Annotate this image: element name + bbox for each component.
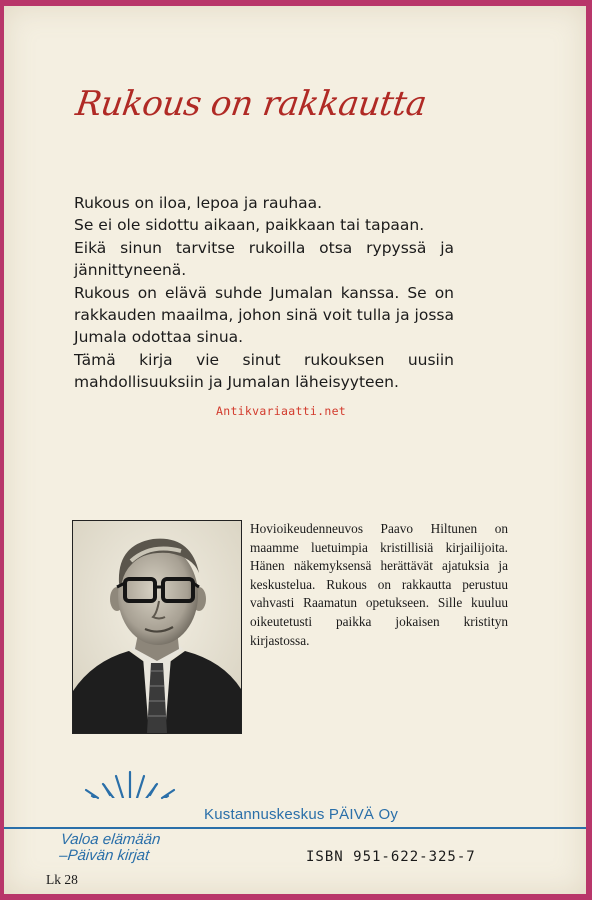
library-class: Lk 28 <box>46 872 78 887</box>
author-bio <box>250 520 508 650</box>
sun-logo-icon <box>70 768 190 824</box>
publisher-name: Kustannuskeskus PÄIVÄ Oy <box>204 806 399 823</box>
blurb-line: Rukous on elävä suhde Jumalan kanssa. Se on rakkauden maailma, johon sinä voit tulla ja jossa Jumala odottaa sinua. <box>74 283 454 347</box>
tagline-line: Valoa elämään <box>60 831 162 848</box>
book-back-cover <box>4 6 586 894</box>
isbn: ISBN 951-622-325-7 <box>306 849 476 865</box>
author-bio-text: Hovioikeudenneuvos Paavo Hiltunen on maamme luetuimpia kristillisiä kirjailijoita. Hänen näkemyksensä herättävät ajatuksia ja keskustelua. Rukous on rakkautta perustuu vahvasti Raamatun opetukseen. Sille kuuluu oikeutetusti paikka jokaisen kristityn kirjastossa. <box>250 521 508 648</box>
blurb-line: Se ei ole sidottu aikaan, paikkaan tai tapaan. <box>74 216 425 235</box>
blurb-text <box>74 192 454 394</box>
tagline-line: –Päivän kirjat <box>58 847 151 864</box>
divider <box>4 827 586 829</box>
publisher-tagline <box>58 832 161 864</box>
book-title: Rukous on rakkautta <box>73 84 429 124</box>
blurb-line: Rukous on iloa, lepoa ja rauhaa. <box>74 194 323 212</box>
blurb-line: Tämä kirja vie sinut rukouksen uusiin mahdollisuuksiin ja Jumalan läheisyyteen. <box>74 350 454 392</box>
author-photo <box>72 520 242 734</box>
watermark: Antikvariaatti.net <box>216 404 347 418</box>
author-portrait-image <box>73 521 241 733</box>
blurb-line: Eikä sinun tarvitse rukoilla otsa rypyssä ja jännittyneenä. <box>74 238 454 280</box>
